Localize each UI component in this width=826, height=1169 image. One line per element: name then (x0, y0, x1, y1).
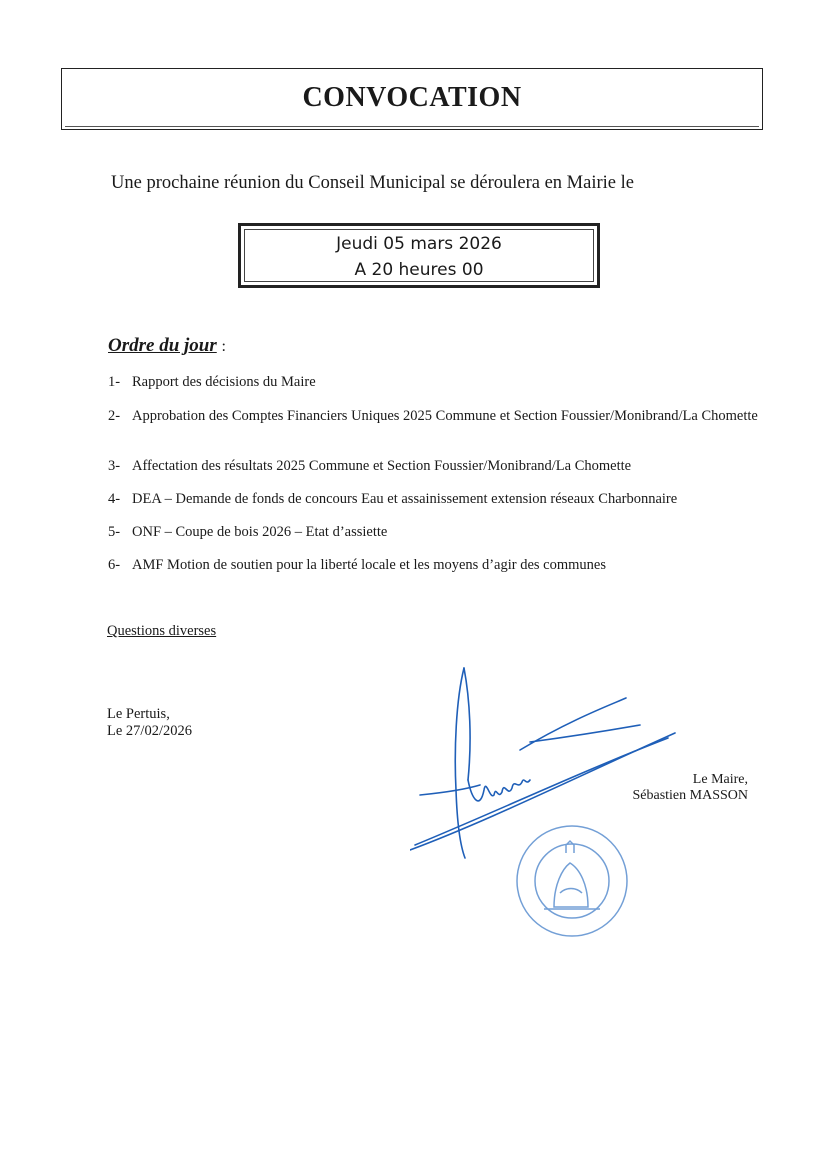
agenda-title: Ordre du jour (108, 335, 217, 356)
agenda-item-text: Rapport des décisions du Maire (132, 374, 316, 390)
questions-diverses: Questions diverses (107, 623, 217, 639)
agenda-item (108, 491, 768, 508)
title-box (61, 68, 763, 130)
agenda-item (108, 458, 768, 475)
agenda-item-number: 6- (108, 557, 121, 573)
meeting-date: Jeudi 05 mars 2026 (336, 234, 502, 254)
agenda-item-number: 5- (108, 524, 121, 540)
intro-text: Une prochaine réunion du Conseil Municipal se déroulera en Mairie le (111, 173, 634, 193)
agenda-item (108, 557, 768, 574)
signatory-name: Sébastien MASSON (632, 788, 748, 803)
agenda-item-number: 3- (108, 458, 121, 474)
signatory-block (632, 772, 748, 804)
signatory-role: Le Maire, (692, 772, 748, 787)
agenda-item-text: AMF Motion de soutien pour la liberté locale et les moyens d’agir des communes (132, 557, 606, 573)
agenda-item-text: Approbation des Comptes Financiers Uniques 2025 Commune et Section Foussier/Monibrand/La Chomette (132, 408, 758, 424)
place-city: Le Pertuis, (107, 706, 170, 722)
agenda-heading (108, 335, 226, 357)
agenda-item-number: 2- (108, 408, 121, 424)
meeting-date-box (238, 223, 600, 288)
place-date-value: Le 27/02/2026 (107, 723, 192, 739)
meeting-time: A 20 heures 00 (354, 260, 484, 280)
place-date (107, 706, 192, 740)
mairie-stamp (514, 823, 630, 939)
agenda-item-number: 4- (108, 491, 121, 507)
agenda-item (108, 408, 768, 425)
agenda-item-text: ONF – Coupe de bois 2026 – Etat d’assiette (132, 524, 388, 540)
agenda-item-number: 1- (108, 374, 121, 390)
agenda-item (108, 374, 768, 391)
agenda-item-text: DEA – Demande de fonds de concours Eau et assainissement extension réseaux Charbonnaire (132, 491, 678, 507)
agenda-item (108, 524, 768, 541)
page-title: CONVOCATION (302, 82, 522, 113)
agenda-item-text: Affectation des résultats 2025 Commune et Section Foussier/Monibrand/La Chomette (132, 458, 632, 474)
agenda-colon: : (221, 338, 226, 355)
